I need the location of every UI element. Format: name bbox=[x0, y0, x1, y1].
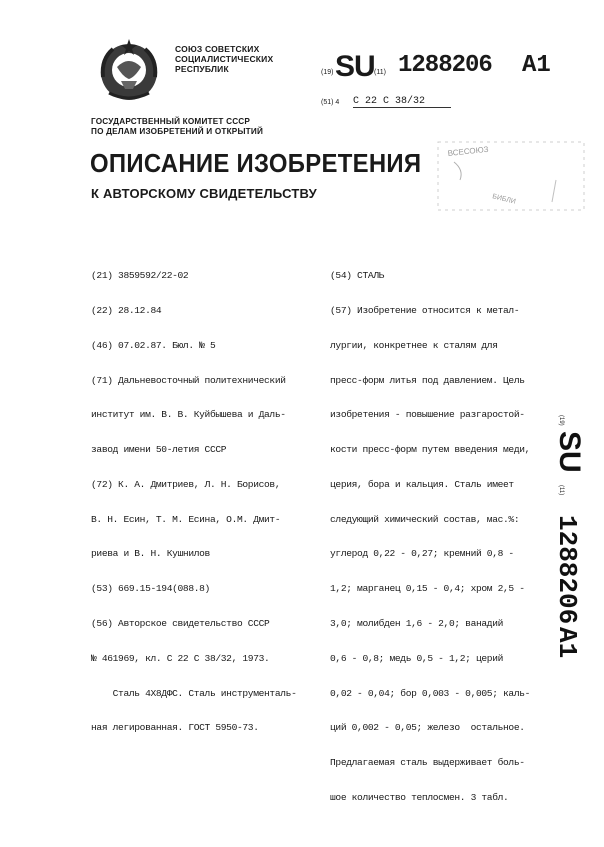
country-code: SU bbox=[335, 50, 375, 83]
org-name bbox=[175, 44, 273, 74]
vertical-patent-number bbox=[540, 405, 600, 675]
abstract-line: кости пресс-форм путем введения меди, bbox=[330, 444, 531, 456]
ipc-class: С 22 С 38/32 bbox=[353, 96, 451, 108]
biblio-line: В. Н. Есин, Т. М. Есина, О.М. Дмит- bbox=[91, 513, 281, 525]
patent-number: 1288206 bbox=[398, 52, 492, 79]
abstract-line: церия, бора и кальция. Сталь имеет bbox=[330, 478, 514, 490]
abstract-line: следующий химический состав, мас.%: bbox=[330, 513, 520, 525]
abstract-line: 0,02 - 0,04; бор 0,003 - 0,005; каль- bbox=[330, 687, 531, 699]
committee-line: ГОСУДАРСТВЕННЫЙ КОМИТЕТ СССР bbox=[91, 117, 251, 126]
abstract-line: 1,2; марганец 0,15 - 0,4; хром 2,5 - bbox=[330, 583, 525, 595]
biblio-line: институт им. В. В. Куйбышева и Даль- bbox=[91, 409, 286, 421]
abstract-line: 0,6 - 0,8; медь 0,5 - 1,2; церий bbox=[330, 652, 504, 664]
code-11: (11) bbox=[374, 69, 386, 76]
vertical-code-19: (19) bbox=[558, 415, 564, 426]
org-line: СОЮЗ СОВЕТСКИХ bbox=[175, 44, 260, 54]
code-19: (19) bbox=[321, 69, 334, 76]
biblio-line: (56) Авторское свидетельство СССР bbox=[91, 618, 270, 629]
stamp-line: БИБЛИ bbox=[491, 193, 517, 206]
vertical-code-11: (11) bbox=[558, 485, 564, 496]
org-line: СОЦИАЛИСТИЧЕСКИХ bbox=[175, 54, 274, 64]
biblio-line: завод имени 50-летия СССР bbox=[91, 444, 227, 456]
abstract-line: углерод 0,22 - 0,27; кремний 0,8 - bbox=[330, 548, 514, 560]
biblio-line: (71) Дальневосточный политехнический bbox=[91, 374, 286, 386]
abstract-line: 3,0; молибден 1,6 - 2,0; ванадий bbox=[330, 618, 504, 629]
page-title: ОПИСАНИЕ ИЗОБРЕТЕНИЯ bbox=[90, 148, 422, 178]
committee bbox=[91, 117, 263, 137]
biblio-line: риева и В. Н. Кушнилов bbox=[91, 548, 210, 560]
abstract-line: (57) Изобретение относится к метал- bbox=[330, 304, 520, 316]
biblio-line: (53) 669.15-194(088.8) bbox=[91, 583, 210, 595]
stamp-line: ВСЕСОЮЗ bbox=[447, 144, 489, 158]
page-subtitle: К АВТОРСКОМУ СВИДЕТЕЛЬСТВУ bbox=[91, 186, 317, 201]
abstract-line: шое количество теплосмен. 3 табл. bbox=[330, 791, 509, 803]
vertical-number: 1288206 bbox=[552, 515, 582, 625]
org-line: РЕСПУБЛИК bbox=[175, 64, 229, 74]
abstract-line: изобретения - повышение разгаростой- bbox=[330, 409, 525, 421]
vertical-kind: A1 bbox=[552, 627, 582, 659]
abstract-line: Предлагаемая сталь выдерживает боль- bbox=[330, 757, 525, 769]
abstract-line: лургии, конкретнее к сталям для bbox=[330, 339, 498, 351]
biblio-line: (22) 28.12.84 bbox=[91, 304, 162, 316]
biblio-line: ная легированная. ГОСТ 5950-73. bbox=[91, 722, 259, 734]
committee-line: ПО ДЕЛАМ ИЗОБРЕТЕНИЙ И ОТКРЫТИЙ bbox=[91, 127, 264, 136]
patent-kind: A1 bbox=[522, 52, 551, 79]
biblio-line: № 461969, кл. С 22 С 38/32, 1973. bbox=[91, 652, 270, 664]
biblio-line: (72) К. А. Дмитриев, Л. Н. Борисов, bbox=[91, 478, 281, 490]
abstract-section bbox=[330, 247, 530, 815]
invention-title: (54) СТАЛЬ bbox=[330, 270, 385, 282]
biblio-line: (21) 3859592/22-02 bbox=[91, 270, 189, 282]
ussr-emblem bbox=[95, 37, 163, 105]
library-stamp bbox=[436, 140, 586, 212]
abstract-line: пресс-форм литья под давлением. Цель bbox=[330, 374, 525, 386]
biblio-line: Сталь 4Х8ДФС. Сталь инструменталь- bbox=[91, 687, 297, 699]
code-51: (51) 4 bbox=[321, 99, 340, 106]
biblio-line: (46) 07.02.87. Бюл. № 5 bbox=[91, 339, 216, 351]
bibliographic-data bbox=[91, 247, 296, 746]
abstract-line: ций 0,002 - 0,05; железо остальное. bbox=[330, 722, 525, 734]
vertical-country: SU bbox=[553, 431, 586, 473]
